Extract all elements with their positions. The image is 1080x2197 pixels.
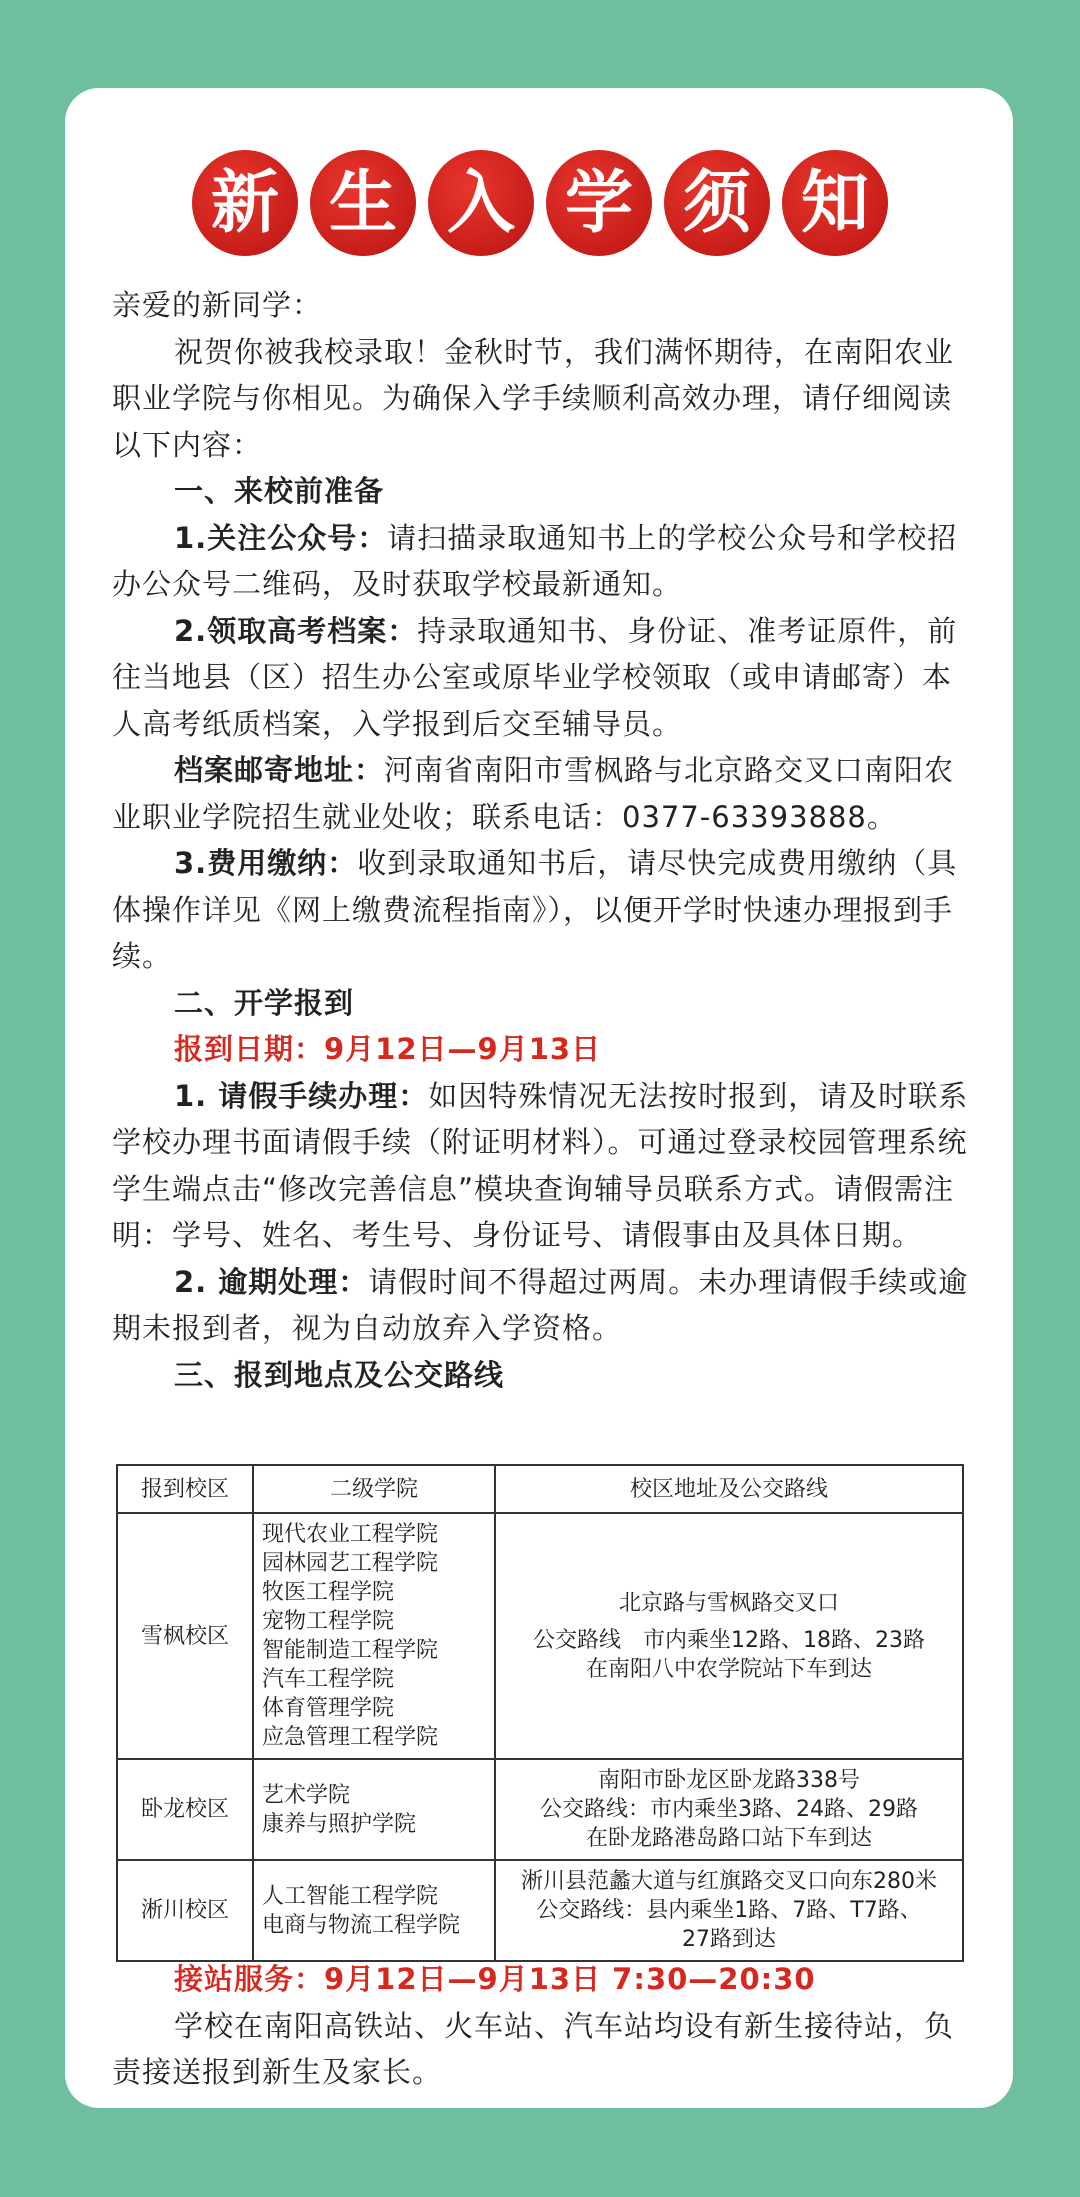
paragraph-overdue [112,1259,972,1352]
item-label: 1. 请假手续办理： [174,1078,429,1113]
item-label: 2.领取高考档案： [174,613,418,648]
item-text: 河南省南阳市雪枫路与北京路交叉口南阳农业职业学院招生就业处收；联系电话：0377-63393888。 [112,753,955,834]
college-name: 现代农业工程学院 [262,1522,439,1547]
section-heading-prepare: 一、来校前准备 [174,474,385,508]
table-row [117,1513,963,1759]
station-service-line: 接站服务：9月12日—9月13日 7:30—20:30 [174,1962,816,1996]
college-name: 艺术学院 [262,1782,351,1808]
item-text: 持录取通知书、身份证、准考证原件，前往当地县（区）招生办公室或原毕业学校领取（或申请邮寄）本人高考纸质档案，入学报到后交至辅导员。 [112,613,958,741]
section-heading-location: 三、报到地点及公交路线 [174,1357,505,1392]
item-text: 如因特殊情况无法按时报到，请及时联系学校办理书面请假手续（附证明材料）。可通过登录校园管理系统学生端点击“修改完善信息”模块查询辅导员联系方式。请假需注明：学号、姓名、考生号、身份证号、请假事由及具体日期。 [112,1078,969,1252]
section-heading-registration: 二、开学报到 [174,985,355,1020]
title-char: 入 [428,150,534,256]
college-name: 牧医工程学院 [262,1580,395,1605]
college-name: 智能制造工程学院 [262,1638,439,1663]
intro-paragraph: 祝贺你被我校录取！金秋时节，我们满怀期待，在南阳农业职业学院与你相见。为确保入学手续顺利高效办理，请仔细阅读以下内容： [112,334,955,462]
item-text: 收到录取通知书后，请尽快完成费用缴纳（具体操作详见《网上缴费流程指南》），以便开学时快速办理报到手续。 [112,846,958,973]
college-list [253,1513,495,1759]
paragraph-archive [112,608,972,748]
college-name: 应急管理工程学院 [262,1725,439,1750]
address-line: 南阳市卧龙区卧龙路338号 [598,1768,860,1793]
table-header-cell: 报到校区 [117,1465,253,1513]
address-line: 淅川县范蠡大道与红旗路交叉口向东280米 [521,1869,937,1894]
table-header-cell: 校区地址及公交路线 [495,1465,963,1513]
college-name: 体育管理学院 [262,1696,395,1721]
college-name: 人工智能工程学院 [262,1883,439,1909]
title-char: 知 [782,150,888,256]
notice-body [112,282,972,1398]
address-line: 27路到达 [682,1927,776,1952]
item-label: 3.费用缴纳： [174,846,358,880]
item-text: 请假时间不得超过两周。未办理请假手续或逾期未报到者，视为自动放弃入学资格。 [112,1264,969,1345]
title-char: 新 [192,150,298,256]
paragraph-follow-account [112,515,972,608]
address-line: 公交路线：县内乘坐1路、7路、T7路、 [536,1898,922,1923]
address-line: 北京路与雪枫路交叉口 [618,1590,839,1616]
college-name: 电商与物流工程学院 [262,1912,461,1938]
notice-title [0,150,1080,256]
title-char: 学 [546,150,652,256]
registration-date: 报到日期：9月12日—9月13日 [174,1032,602,1066]
station-paragraph: 学校在南阳高铁站、火车站、汽车站均设有新生接待站，负责接送报到新生及家长。 [112,2008,955,2089]
college-name: 宠物工程学院 [262,1609,395,1634]
address-line: 在卧龙路港岛路口站下车到达 [585,1826,872,1851]
address-line: 在南阳八中农学院站下车到达 [585,1656,872,1682]
campus-name: 淅川校区 [117,1860,253,1961]
paragraph-leave [112,1073,972,1259]
college-name: 康养与照护学院 [262,1811,417,1837]
campus-address [495,1513,963,1759]
station-section [112,1956,972,2096]
paragraph-fees [112,840,972,980]
college-list [253,1860,495,1961]
item-label: 档案邮寄地址： [174,753,385,787]
campus-name: 卧龙校区 [117,1759,253,1860]
table-header-row [117,1465,963,1513]
address-line: 公交路线 市内乘坐12路、18路、23路 [533,1627,925,1653]
table-row [117,1860,963,1961]
address-line: 公交路线：市内乘坐3路、24路、29路 [540,1797,918,1822]
item-label: 2. 逾期处理： [174,1264,369,1299]
title-char: 生 [310,150,416,256]
greeting: 亲爱的新同学： [112,288,323,322]
item-text: 请扫描录取通知书上的学校公众号和学校招办公众号二维码，及时获取学校最新通知。 [112,520,958,601]
campus-address [495,1759,963,1860]
college-name: 汽车工程学院 [262,1667,395,1692]
item-label: 1.关注公众号： [174,520,388,555]
college-list [253,1759,495,1860]
college-name: 园林园艺工程学院 [262,1551,439,1576]
table-row [117,1759,963,1860]
paragraph-mail-address [112,747,972,840]
campus-address [495,1860,963,1961]
campus-name: 雪枫校区 [117,1513,253,1759]
campus-route-table [116,1464,964,1962]
table-header-cell: 二级学院 [253,1465,495,1513]
title-char: 须 [664,150,770,256]
